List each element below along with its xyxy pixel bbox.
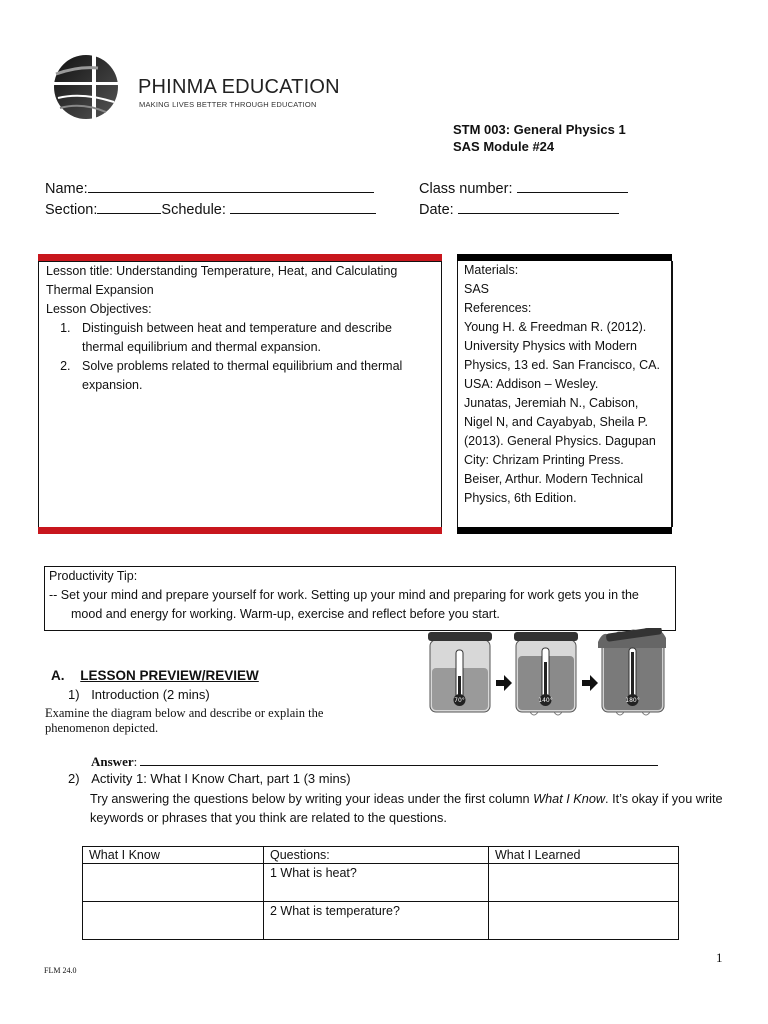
column-header: Questions: bbox=[264, 847, 489, 864]
activity-heading bbox=[68, 771, 351, 786]
intro-label: Introduction (2 mins) bbox=[91, 687, 210, 702]
what-i-learned-cell[interactable] bbox=[489, 902, 679, 940]
thermal-expansion-diagram bbox=[426, 628, 676, 720]
reference-item: Young H. & Freedman R. (2012). University Physics with Modern Physics, 13 ed. San Francisco, CA. USA: Addison – Wesley. bbox=[464, 320, 660, 391]
productivity-tip-box bbox=[44, 566, 676, 631]
question-cell: 2 What is temperature? bbox=[264, 902, 489, 940]
arrow-right-icon bbox=[496, 675, 512, 691]
lesson-info-box bbox=[38, 261, 442, 529]
materials-black-bar-bottom bbox=[457, 527, 672, 534]
materials-black-bar-top bbox=[457, 254, 672, 261]
references-label: References: bbox=[464, 301, 532, 315]
materials-label: Materials: bbox=[464, 263, 519, 277]
date-label: Date: bbox=[419, 202, 454, 218]
tip-text: -- Set your mind and prepare yourself for work. Setting up your mind and preparing for work gets you in the mood and energy for working. Warm-up, exercise and reflect before you start. bbox=[49, 588, 639, 621]
date-field[interactable] bbox=[419, 199, 619, 218]
what-i-learned-cell[interactable] bbox=[489, 864, 679, 902]
class-number-label: Class number: bbox=[419, 181, 513, 197]
lesson-title: Lesson title: Understanding Temperature, Heat, and Calculating Thermal Expansion bbox=[46, 264, 398, 297]
materials-value: SAS bbox=[464, 282, 490, 296]
date-line[interactable] bbox=[458, 199, 619, 214]
column-header: What I Learned bbox=[489, 847, 679, 864]
reference-item: Beiser, Arthur. Modern Technical Physics, 6th Edition. bbox=[464, 472, 644, 505]
section-a-heading bbox=[51, 668, 259, 683]
jar-temp-label: 70° bbox=[454, 697, 465, 704]
activity-instruction: Try answering the questions below by writing your ideas under the first column What I Know. It’s okay if you write keywords or phrases that you think are related to the questions. bbox=[90, 792, 723, 825]
tip-label: Productivity Tip: bbox=[49, 569, 138, 583]
section-line[interactable] bbox=[97, 199, 161, 214]
materials-box bbox=[457, 261, 673, 527]
intro-number: 1) bbox=[68, 687, 80, 702]
objective-item: 2. Solve problems related to thermal equilibrium and thermal expansion. bbox=[74, 357, 435, 395]
activity-label: Activity 1: What I Know Chart, part 1 (3 mins) bbox=[91, 771, 351, 786]
what-i-know-cell[interactable] bbox=[83, 902, 264, 940]
brand-logo bbox=[52, 54, 340, 120]
lesson-red-bar-bottom bbox=[38, 527, 442, 534]
section-letter: A. bbox=[51, 668, 65, 683]
page-number: 1 bbox=[716, 950, 723, 965]
class-number-field[interactable] bbox=[419, 178, 628, 197]
name-label: Name: bbox=[45, 181, 88, 197]
schedule-line[interactable] bbox=[230, 199, 376, 214]
jar-icon bbox=[598, 628, 666, 715]
activity-number: 2) bbox=[68, 771, 80, 786]
form-code: FLM 24.0 bbox=[44, 966, 77, 975]
question-cell: 1 What is heat? bbox=[264, 864, 489, 902]
class-number-line[interactable] bbox=[517, 178, 628, 193]
section-label: Section: bbox=[45, 202, 98, 218]
objective-item: 1. Distinguish between heat and temperature and describe thermal equilibrium and thermal expansion. bbox=[74, 319, 435, 357]
answer-label: Answer bbox=[91, 754, 134, 769]
phinma-logo-icon bbox=[52, 54, 120, 120]
jar-temp-label: 180° bbox=[625, 697, 640, 704]
what-i-know-cell[interactable] bbox=[83, 864, 264, 902]
brand-name: PHINMA EDUCATION bbox=[138, 76, 340, 98]
name-field[interactable] bbox=[45, 178, 374, 197]
lesson-red-bar-top bbox=[38, 254, 442, 261]
objectives-label: Lesson Objectives: bbox=[46, 302, 152, 316]
intro-heading bbox=[68, 687, 210, 702]
arrow-right-icon bbox=[582, 675, 598, 691]
table-row bbox=[83, 902, 679, 940]
what-i-know-table bbox=[82, 846, 679, 940]
jar-icon bbox=[514, 632, 578, 715]
brand-tagline: MAKING LIVES BETTER THROUGH EDUCATION bbox=[139, 100, 317, 109]
objectives-list bbox=[46, 319, 435, 395]
column-header: What I Know bbox=[83, 847, 264, 864]
course-code: STM 003: General Physics 1 bbox=[453, 122, 626, 137]
section-title: LESSON PREVIEW/REVIEW bbox=[80, 668, 259, 683]
jar-icon bbox=[428, 632, 492, 712]
reference-item: Junatas, Jeremiah N., Cabison, Nigel N, and Cayabyab, Sheila P. (2013). General Physics. Dagupan City: Chrizam Printing Press. bbox=[464, 396, 656, 467]
answer-line[interactable] bbox=[140, 753, 658, 766]
table-header-row bbox=[83, 847, 679, 864]
intro-instruction: Examine the diagram below and describe or explain the phenomenon depicted. bbox=[45, 706, 324, 735]
name-line[interactable] bbox=[88, 178, 374, 193]
table-row bbox=[83, 864, 679, 902]
section-field[interactable] bbox=[45, 199, 376, 218]
answer-field[interactable]: Answer: bbox=[91, 753, 658, 770]
jar-temp-label: 140° bbox=[538, 697, 553, 704]
module-number: SAS Module #24 bbox=[453, 139, 555, 154]
schedule-label: Schedule: bbox=[161, 202, 226, 218]
